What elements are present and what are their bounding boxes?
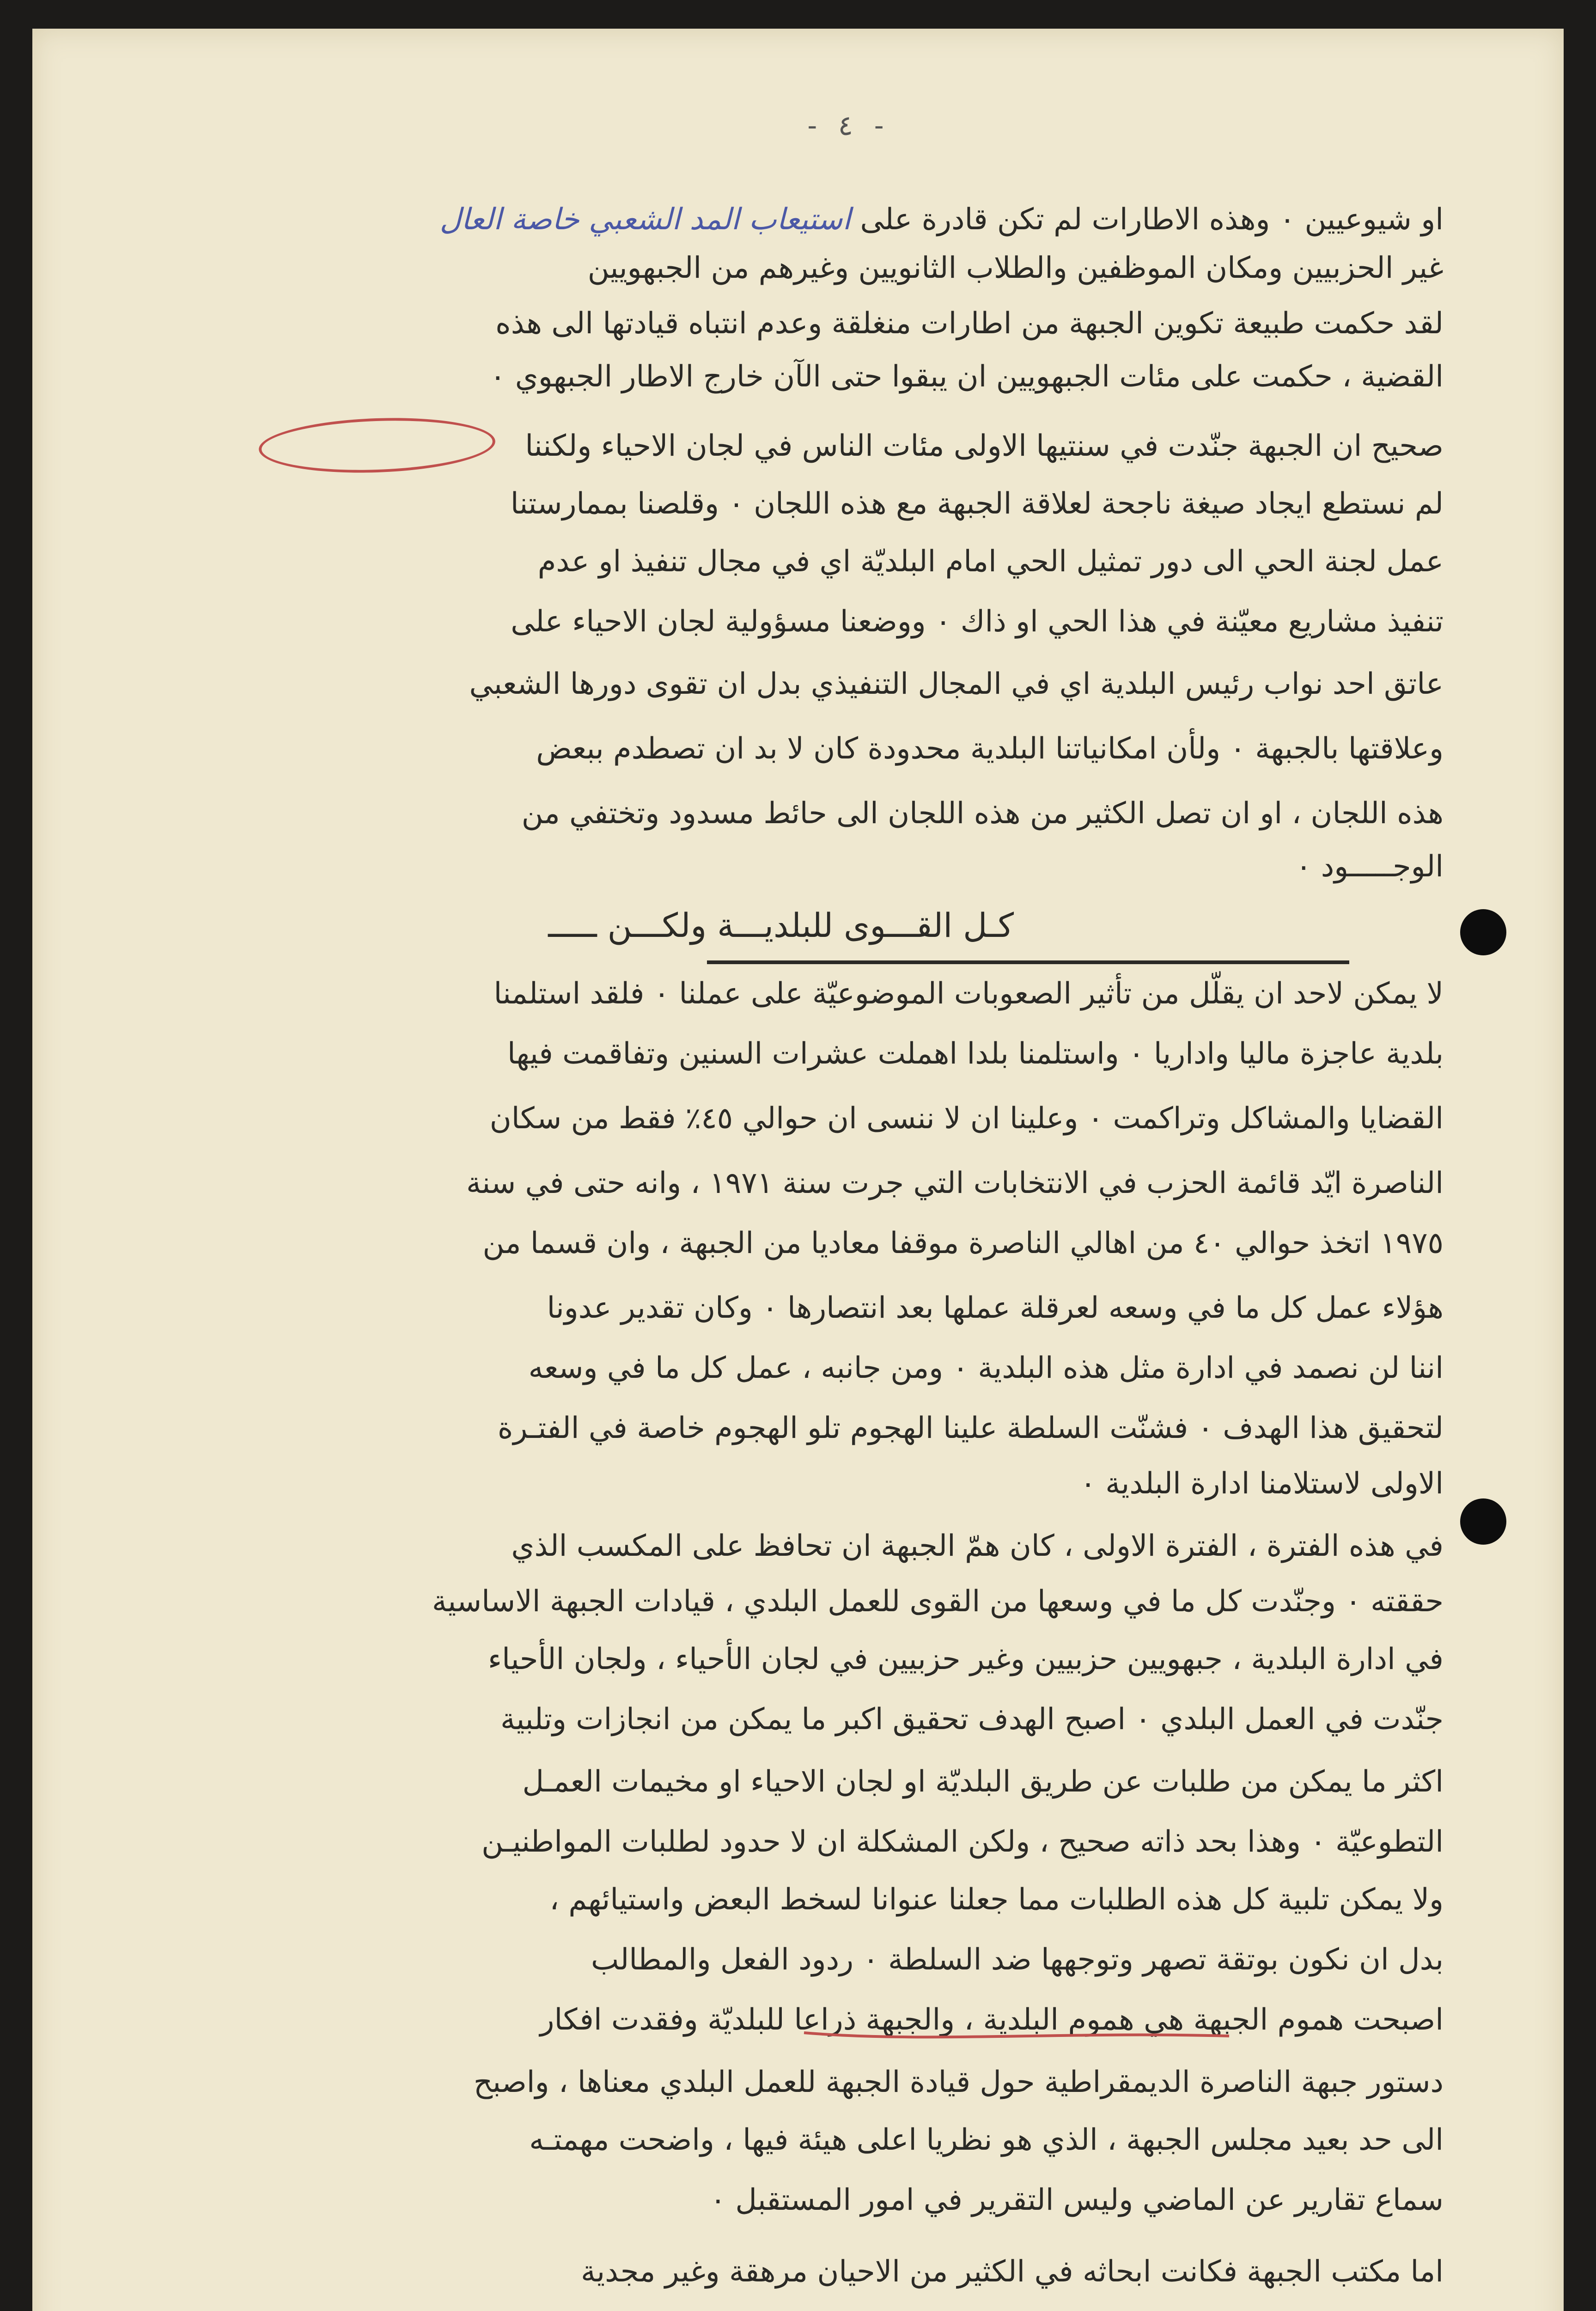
text-line: اما مكتب الجبهة فكانت ابحاثه في الكثير من الاحيان مرهقة وغير مجدية [581,2255,1444,2289]
text-line: هذه اللجان ، او ان تصل الكثير من هذه اللجان الى حائط مسدود وتختفي من [521,796,1444,831]
handwritten-note: استيعاب المد الشعبي خاصة العال [439,202,860,237]
text-line [238,2306,1444,2311]
text-line: جنّدت في العمل البلدي ٠ اصبح الهدف تحقيق اكبر ما يمكن من انجازات وتلبية [500,1702,1444,1736]
text-line: التطوعيّة ٠ وهذا بحد ذاته صحيح ، ولكن المشكلة ان لا حدود لطلبات المواطنيـن [481,1825,1444,1859]
text-line: الناصرة ايّد قائمة الحزب في الانتخابات التي جرت سنة ١٩٧١ ، وانه حتى في سنة [466,1166,1444,1200]
text-line: عمل لجنة الحي الى دور تمثيل الحي امام البلديّة اي في مجال تنفيذ او عدم [537,544,1444,579]
text-line: اننا لن نصمد في ادارة مثل هذه البلدية ٠ ومن جانبه ، عمل كل ما في وسعه [528,1351,1444,1385]
text-line: اكثر ما يمكن من طلبات عن طريق البلديّة او لجان الاحياء او مخيمات العمـل [522,1765,1444,1799]
text-line: ولا يمكن تلبية كل هذه الطلبات مما جعلنا عنوانا لسخط البعض واستيائهم ، [549,1883,1444,1917]
text-line: لتحقيق هذا الهدف ٠ فشنّت السلطة علينا الهجوم تلو الهجوم خاصة في الفتـرة [497,1411,1444,1445]
text-line: وعلاقتها بالجبهة ٠ ولأن امكانياتنا البلدية محدودة كان لا بد ان تصطدم ببعض [536,732,1444,766]
text-line: لم نستطع ايجاد صيغة ناجحة لعلاقة الجبهة مع هذه اللجان ٠ وقلصنا بممارستنا [510,487,1444,521]
text-line: القضايا والمشاكل وتراكمت ٠ وعلينا ان لا ننسى ان حوالي ٤٥٪ فقط من سكان [489,1101,1444,1136]
text-line: اصبحت هموم الجبهة هي هموم البلدية ، والجبهة ذراعا للبلديّة وفقدت افكار [540,2003,1444,2037]
text-line: هؤلاء عمل كل ما في وسعه لعرقلة عملها بعد انتصارها ٠ وكان تقدير عدونا [547,1291,1444,1325]
section-heading: كـل القـــوى للبلديـــة ولكـــن ـــــ [548,906,1014,945]
text-line: بدل ان نكون بوتقة تصهر وتوجهها ضد السلطة ٠ ردود الفعل والمطالب [591,1943,1444,1977]
text-line: دستور جبهة الناصرة الديمقراطية حول قيادة الجبهة للعمل البلدي معناها ، واصبح [473,2065,1444,2099]
text-line: سماع تقارير عن الماضي وليس التقرير في امور المستقبل ٠ [710,2183,1444,2217]
text-line: الوجـــــود ٠ [1296,850,1444,884]
punch-hole-bottom [1460,1498,1506,1545]
text-line: الاولى لاستلامنا ادارة البلدية ٠ [1080,1467,1444,1501]
text-line: صحيح ان الجبهة جنّدت في سنتيها الاولى مئات الناس في لجان الاحياء ولكننا [525,429,1444,463]
text-line: في هذه الفترة ، الفترة الاولى ، كان همّ الجبهة ان تحافظ على المكسب الذي [511,1529,1444,1563]
text-line: في ادارة البلدية ، جبهويين حزبيين وغير حزبيين في لجان الأحياء ، ولجان الأحياء [487,1642,1444,1676]
text-line: بلدية عاجزة ماليا واداريا ٠ واستلمنا بلدا اهملت عشرات السنين وتفاقمت فيها [507,1037,1444,1071]
page-number: - ٤ - [804,110,888,142]
text-line: ١٩٧٥ اتخذ حوالي ٤٠ من اهالي الناصرة موقفا معاديا من الجبهة ، وان قسما من [482,1226,1444,1260]
punch-hole-top [1460,909,1506,955]
text-line: تنفيذ مشاريع معيّنة في هذا الحي او ذاك ٠ ووضعنا مسؤولية لجان الاحياء على [511,605,1444,639]
text-line: لقد حكمت طبيعة تكوين الجبهة من اطارات منغلقة وعدم انتباه قيادتها الى هذه [495,306,1444,341]
text-line: حققته ٠ وجنّدت كل ما في وسعها من القوى للعمل البلدي ، قيادات الجبهة الاساسية [432,1584,1444,1619]
text-line: القضية ، حكمت على مئات الجبهويين ان يبقوا حتى الآن خارج الاطار الجبهوي ٠ [490,360,1444,394]
text-line: لا يمكن لاحد ان يقلّل من تأثير الصعوبات الموضوعيّة على عملنا ٠ فلقد استلمنا [493,977,1444,1011]
text-line: عاتق احد نواب رئيس البلدية اي في المجال التنفيذي بدل ان تقوى دورها الشعبي [469,667,1444,701]
heading-underline [707,960,1349,964]
text-line: او شيوعيين ٠ وهذه الاطارات لم تكن قادرة على استيعاب المد الشعبي خاصة العال [439,202,1444,237]
text-line: غير الحزبيين ومكان الموظفين والطلاب الثانويين وغيرهم من الجبهويين [587,251,1444,285]
text-line: الى حد بعيد مجلس الجبهة ، الذي هو نظريا اعلى هيئة فيها ، واضحت مهمتـه [529,2123,1444,2157]
